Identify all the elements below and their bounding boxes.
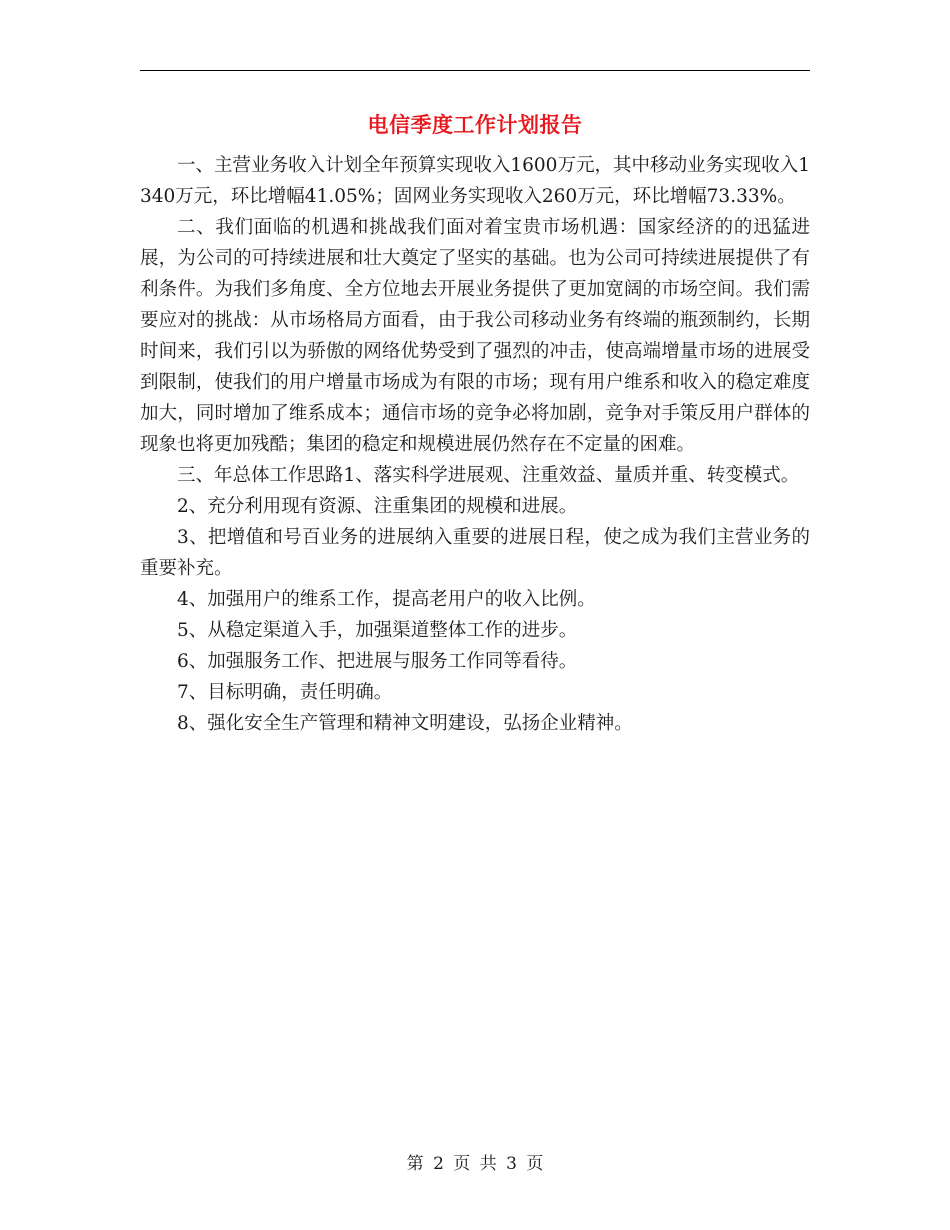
document-body — [140, 150, 810, 739]
list-item-4: 4、加强用户的维系工作，提高老用户的收入比例。 — [177, 589, 596, 610]
paragraph-overall-approach: 三、年总体工作思路1、落实科学进展观、注重效益、量质并重、转变模式。 — [177, 465, 800, 486]
paragraph-revenue-plan: 一、主营业务收入计划全年预算实现收入1600万元，其中移动业务实现收入1340万元，环比增幅41.05%；固网业务实现收入260万元，环比增幅73.33%。 — [140, 155, 810, 207]
list-item-3: 3、把增值和号百业务的进展纳入重要的进展日程，使之成为我们主营业务的重要补充。 — [140, 527, 810, 579]
header-rule — [140, 70, 810, 71]
list-item-5: 5、从稳定渠道入手，加强渠道整体工作的进步。 — [177, 620, 578, 641]
list-item-2: 2、充分利用现有资源、注重集团的规模和进展。 — [177, 496, 578, 517]
paragraph-opportunities-challenges: 二、我们面临的机遇和挑战我们面对着宝贵市场机遇：国家经济的的迅猛进展，为公司的可持续进展和壮大奠定了坚实的基础。也为公司可持续进展提供了有利条件。为我们多角度、全方位地去开展业务提供了更加宽阔的市场空间。我们需要应对的挑战：从市场格局方面看，由于我公司移动业务有终端的瓶颈制约，长期时间来，我们引以为骄傲的网络优势受到了强烈的冲击，使高端增量市场的进展受到限制，使我们的用户增量市场成为有限的市场；现有用户维系和收入的稳定难度加大，同时增加了维系成本；通信市场的竞争必将加剧，竞争对手策反用户群体的现象也将更加残酷；集团的稳定和规模进展仍然存在不定量的困难。 — [140, 217, 810, 455]
document-title: 电信季度工作计划报告 — [367, 112, 583, 137]
list-item-8: 8、强化安全生产管理和精神文明建设，弘扬企业精神。 — [177, 713, 633, 734]
list-item-7: 7、目标明确，责任明确。 — [177, 682, 393, 703]
page-number: 第 2 页 共 3 页 — [406, 1154, 544, 1174]
list-item-6: 6、加强服务工作、把进展与服务工作同等看待。 — [177, 651, 578, 672]
